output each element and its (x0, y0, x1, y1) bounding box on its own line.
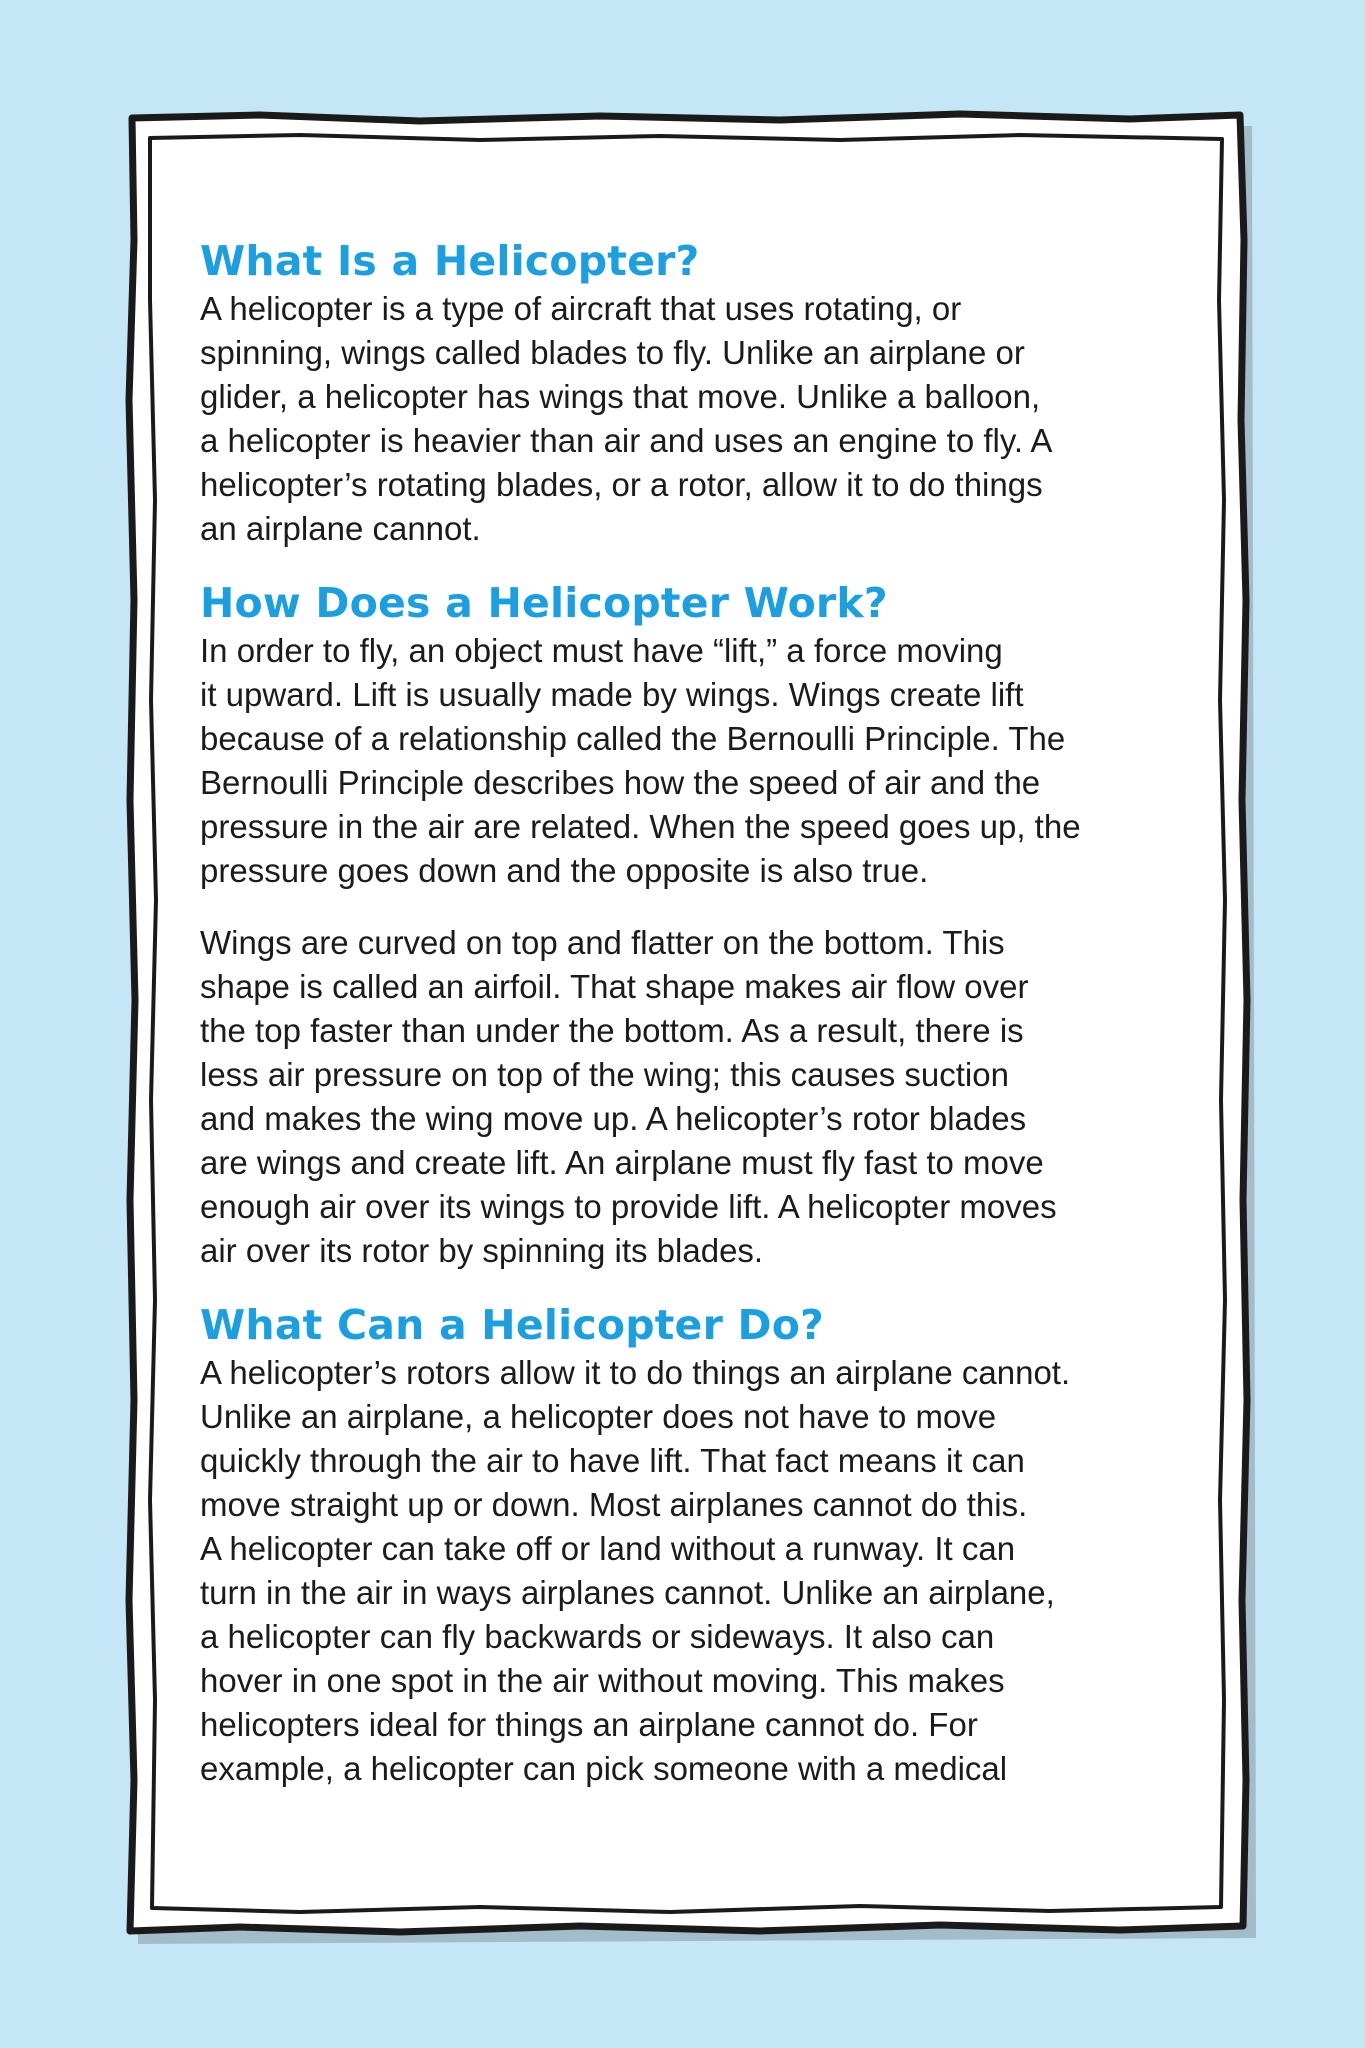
section-how-works (200, 577, 1160, 1273)
paragraph-capabilities: A helicopter’s rotors allow it to do things an airplane cannot. Unlike an airplane, a helicopter does not have to move quickly through the air to have lift. That fact means it can move straight up or down. Most airplanes cannot do this. A helicopter can take off or land without a runway. It can turn in the air in ways airplanes cannot. Unlike an airplane, a helicopter can fly backwards or sideways. It also can hover in one spot in the air without moving. This makes helicopters ideal for things an airplane cannot do. For example, a helicopter can pick someone with a medical (200, 1354, 1071, 1787)
heading-what-is-helicopter: What Is a Helicopter? (200, 237, 700, 285)
heading-how-does-helicopter-work: How Does a Helicopter Work? (200, 579, 888, 627)
article (200, 235, 1160, 1791)
section-what-can-do (200, 1299, 1160, 1791)
section-what-is (200, 235, 1160, 551)
paragraph-what-is: A helicopter is a type of aircraft that uses rotating, or spinning, wings called blades to fly. Unlike an airplane or glider, a helicopter has wings that move. Unlike a balloon, a helicopter is heavier than air and uses an engine to fly. A helicopter’s rotating blades, or a rotor, allow it to do things an airplane cannot. (200, 290, 1053, 547)
heading-what-can-helicopter-do: What Can a Helicopter Do? (200, 1301, 825, 1349)
paragraph-lift: In order to fly, an object must have “lift,” a force moving it upward. Lift is usually made by wings. Wings create lift because of a relationship called the Bernoulli Principle. The Bernoulli Principle describes how the speed of air and the pressure in the air are related. When the speed goes up, the pressure goes down and the opposite is also true. (200, 632, 1081, 889)
paragraph-airfoil: Wings are curved on top and flatter on the bottom. This shape is called an airfoil. That shape makes air flow over the top faster than under the bottom. As a result, there is less air pressure on top of the wing; this causes suction and makes the wing move up. A helicopter’s rotor blades are wings and create lift. An airplane must fly fast to move enough air over its wings to provide lift. A helicopter moves air over its rotor by spinning its blades. (200, 924, 1057, 1269)
